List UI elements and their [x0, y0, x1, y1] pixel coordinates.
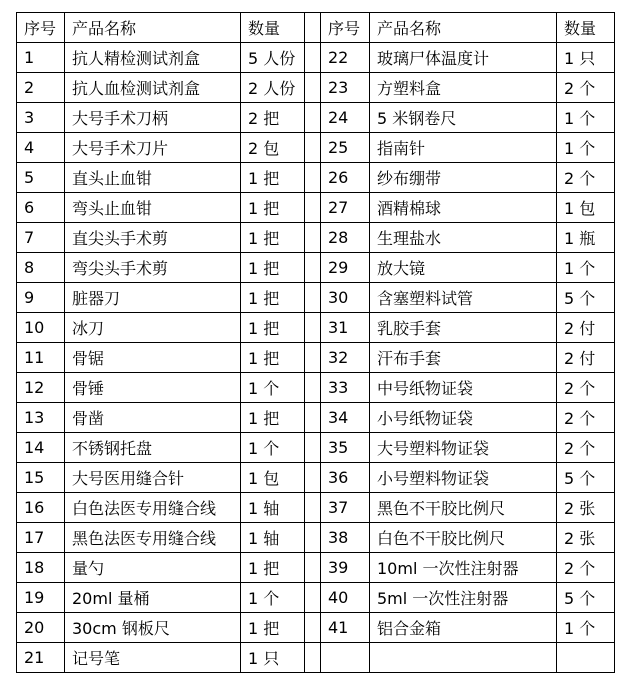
cell-name-left: 骨锯	[65, 343, 241, 373]
cell-qty-right: 1 个	[557, 103, 615, 133]
cell-no-left: 12	[17, 373, 65, 403]
cell-qty-right: 1 个	[557, 253, 615, 283]
cell-qty-left: 1 只	[241, 643, 305, 673]
table-row	[17, 223, 615, 253]
cell-spacer	[305, 193, 321, 223]
cell-no-left: 6	[17, 193, 65, 223]
cell-name-right: 5ml 一次性注射器	[370, 583, 557, 613]
cell-qty-left: 1 把	[241, 343, 305, 373]
cell-spacer	[305, 583, 321, 613]
cell-qty-left: 2 包	[241, 133, 305, 163]
cell-qty-left: 2 把	[241, 103, 305, 133]
cell-name-right: 铝合金箱	[370, 613, 557, 643]
cell-name-left: 弯尖头手术剪	[65, 253, 241, 283]
cell-name-left: 抗人血检测试剂盒	[65, 73, 241, 103]
cell-no-left: 14	[17, 433, 65, 463]
cell-no-left: 4	[17, 133, 65, 163]
cell-name-left: 黑色法医专用缝合线	[65, 523, 241, 553]
cell-qty-right: 1 包	[557, 193, 615, 223]
cell-name-right: 汗布手套	[370, 343, 557, 373]
cell-no-right: 29	[321, 253, 370, 283]
table-row	[17, 163, 615, 193]
cell-spacer	[305, 643, 321, 673]
cell-spacer	[305, 403, 321, 433]
cell-name-right: 小号纸物证袋	[370, 403, 557, 433]
cell-qty-left: 1 个	[241, 373, 305, 403]
cell-no-right: 27	[321, 193, 370, 223]
cell-no-right: 25	[321, 133, 370, 163]
cell-spacer	[305, 463, 321, 493]
cell-name-right: 放大镜	[370, 253, 557, 283]
table-row	[17, 583, 615, 613]
table-row	[17, 193, 615, 223]
cell-no-left: 7	[17, 223, 65, 253]
cell-qty-left: 1 把	[241, 193, 305, 223]
cell-name-left: 白色法医专用缝合线	[65, 493, 241, 523]
cell-qty-left: 1 个	[241, 583, 305, 613]
cell-qty-left: 2 人份	[241, 73, 305, 103]
table-row	[17, 73, 615, 103]
cell-qty-left: 1 把	[241, 283, 305, 313]
table-row	[17, 493, 615, 523]
header-qty-left: 数量	[241, 13, 305, 43]
cell-no-left: 2	[17, 73, 65, 103]
table-row	[17, 613, 615, 643]
header-name-left: 产品名称	[65, 13, 241, 43]
table-row	[17, 463, 615, 493]
cell-no-right: 24	[321, 103, 370, 133]
cell-spacer	[305, 253, 321, 283]
cell-spacer	[305, 343, 321, 373]
cell-qty-right: 5 个	[557, 583, 615, 613]
table-row	[17, 403, 615, 433]
cell-no-right: 41	[321, 613, 370, 643]
cell-name-left: 大号手术刀片	[65, 133, 241, 163]
cell-qty-right: 1 个	[557, 613, 615, 643]
table-row	[17, 523, 615, 553]
cell-no-left: 1	[17, 43, 65, 73]
cell-spacer	[305, 613, 321, 643]
cell-spacer	[305, 133, 321, 163]
cell-no-left: 15	[17, 463, 65, 493]
cell-name-right: 生理盐水	[370, 223, 557, 253]
cell-qty-right: 2 个	[557, 73, 615, 103]
cell-name-left: 冰刀	[65, 313, 241, 343]
header-no-left: 序号	[17, 13, 65, 43]
cell-no-right: 36	[321, 463, 370, 493]
cell-qty-left: 1 包	[241, 463, 305, 493]
cell-no-right: 39	[321, 553, 370, 583]
cell-name-left: 30cm 钢板尺	[65, 613, 241, 643]
cell-qty-right: 2 个	[557, 163, 615, 193]
table-row	[17, 133, 615, 163]
cell-qty-right: 2 付	[557, 343, 615, 373]
cell-name-right: 小号塑料物证袋	[370, 463, 557, 493]
cell-qty-right: 2 付	[557, 313, 615, 343]
cell-no-left: 3	[17, 103, 65, 133]
cell-name-left: 骨凿	[65, 403, 241, 433]
header-row	[17, 13, 615, 43]
cell-name-right: 含塞塑料试管	[370, 283, 557, 313]
cell-qty-left: 1 把	[241, 253, 305, 283]
cell-no-right: 28	[321, 223, 370, 253]
cell-no-left: 19	[17, 583, 65, 613]
cell-no-left: 21	[17, 643, 65, 673]
equipment-inventory-table	[16, 12, 615, 673]
cell-spacer	[305, 373, 321, 403]
cell-qty-left: 1 轴	[241, 523, 305, 553]
cell-name-left: 大号医用缝合针	[65, 463, 241, 493]
cell-name-left: 大号手术刀柄	[65, 103, 241, 133]
cell-qty-right: 2 个	[557, 553, 615, 583]
cell-qty-left: 1 把	[241, 223, 305, 253]
cell-name-right: 大号塑料物证袋	[370, 433, 557, 463]
cell-name-left: 骨锤	[65, 373, 241, 403]
table-row	[17, 343, 615, 373]
cell-spacer	[305, 433, 321, 463]
cell-qty-right: 1 瓶	[557, 223, 615, 253]
cell-no-left: 16	[17, 493, 65, 523]
cell-no-left: 20	[17, 613, 65, 643]
table-row	[17, 103, 615, 133]
cell-name-right: 乳胶手套	[370, 313, 557, 343]
header-qty-right: 数量	[557, 13, 615, 43]
table-header	[17, 13, 615, 43]
cell-no-right: 40	[321, 583, 370, 613]
cell-name-left: 直头止血钳	[65, 163, 241, 193]
cell-no-left: 8	[17, 253, 65, 283]
cell-qty-left: 1 把	[241, 403, 305, 433]
cell-no-right: 31	[321, 313, 370, 343]
header-spacer	[305, 13, 321, 43]
table-row	[17, 373, 615, 403]
cell-qty-left: 1 把	[241, 313, 305, 343]
cell-spacer	[305, 283, 321, 313]
table-row	[17, 43, 615, 73]
cell-qty-left: 1 把	[241, 553, 305, 583]
table-row	[17, 643, 615, 673]
cell-spacer	[305, 313, 321, 343]
cell-no-right: 33	[321, 373, 370, 403]
cell-no-left: 11	[17, 343, 65, 373]
cell-spacer	[305, 493, 321, 523]
cell-qty-right	[557, 643, 615, 673]
cell-name-left: 量勺	[65, 553, 241, 583]
cell-no-left: 13	[17, 403, 65, 433]
table-row	[17, 313, 615, 343]
cell-no-right: 22	[321, 43, 370, 73]
cell-spacer	[305, 163, 321, 193]
cell-name-left: 抗人精检测试剂盒	[65, 43, 241, 73]
cell-spacer	[305, 103, 321, 133]
table-row	[17, 553, 615, 583]
cell-name-right: 10ml 一次性注射器	[370, 553, 557, 583]
cell-qty-right: 1 个	[557, 133, 615, 163]
cell-name-left: 脏器刀	[65, 283, 241, 313]
cell-qty-left: 5 人份	[241, 43, 305, 73]
table-row	[17, 433, 615, 463]
cell-qty-left: 1 轴	[241, 493, 305, 523]
cell-name-left: 20ml 量桶	[65, 583, 241, 613]
cell-no-left: 17	[17, 523, 65, 553]
cell-spacer	[305, 553, 321, 583]
cell-name-right: 玻璃尸体温度计	[370, 43, 557, 73]
cell-spacer	[305, 523, 321, 553]
cell-name-right: 黑色不干胶比例尺	[370, 493, 557, 523]
cell-spacer	[305, 73, 321, 103]
cell-no-right: 35	[321, 433, 370, 463]
cell-no-right	[321, 643, 370, 673]
cell-qty-right: 2 张	[557, 493, 615, 523]
cell-name-right	[370, 643, 557, 673]
cell-qty-right: 5 个	[557, 463, 615, 493]
cell-no-left: 5	[17, 163, 65, 193]
table-row	[17, 253, 615, 283]
cell-no-right: 37	[321, 493, 370, 523]
cell-no-right: 34	[321, 403, 370, 433]
cell-qty-right: 2 张	[557, 523, 615, 553]
cell-qty-right: 2 个	[557, 373, 615, 403]
table-row	[17, 283, 615, 313]
cell-no-right: 23	[321, 73, 370, 103]
cell-name-left: 直尖头手术剪	[65, 223, 241, 253]
cell-qty-right: 2 个	[557, 433, 615, 463]
cell-qty-right: 2 个	[557, 403, 615, 433]
cell-qty-left: 1 把	[241, 613, 305, 643]
cell-no-left: 9	[17, 283, 65, 313]
cell-name-left: 记号笔	[65, 643, 241, 673]
cell-name-right: 指南针	[370, 133, 557, 163]
cell-qty-left: 1 个	[241, 433, 305, 463]
cell-no-left: 10	[17, 313, 65, 343]
cell-no-right: 30	[321, 283, 370, 313]
cell-name-right: 白色不干胶比例尺	[370, 523, 557, 553]
cell-no-left: 18	[17, 553, 65, 583]
cell-name-right: 方塑料盒	[370, 73, 557, 103]
header-no-right: 序号	[321, 13, 370, 43]
cell-name-left: 弯头止血钳	[65, 193, 241, 223]
cell-qty-left: 1 把	[241, 163, 305, 193]
cell-spacer	[305, 43, 321, 73]
cell-no-right: 38	[321, 523, 370, 553]
cell-name-left: 不锈钢托盘	[65, 433, 241, 463]
cell-qty-right: 1 只	[557, 43, 615, 73]
cell-no-right: 26	[321, 163, 370, 193]
cell-name-right: 中号纸物证袋	[370, 373, 557, 403]
cell-name-right: 纱布绷带	[370, 163, 557, 193]
header-name-right: 产品名称	[370, 13, 557, 43]
cell-qty-right: 5 个	[557, 283, 615, 313]
table-body	[17, 43, 615, 673]
cell-no-right: 32	[321, 343, 370, 373]
cell-name-right: 酒精棉球	[370, 193, 557, 223]
cell-spacer	[305, 223, 321, 253]
cell-name-right: 5 米钢卷尺	[370, 103, 557, 133]
